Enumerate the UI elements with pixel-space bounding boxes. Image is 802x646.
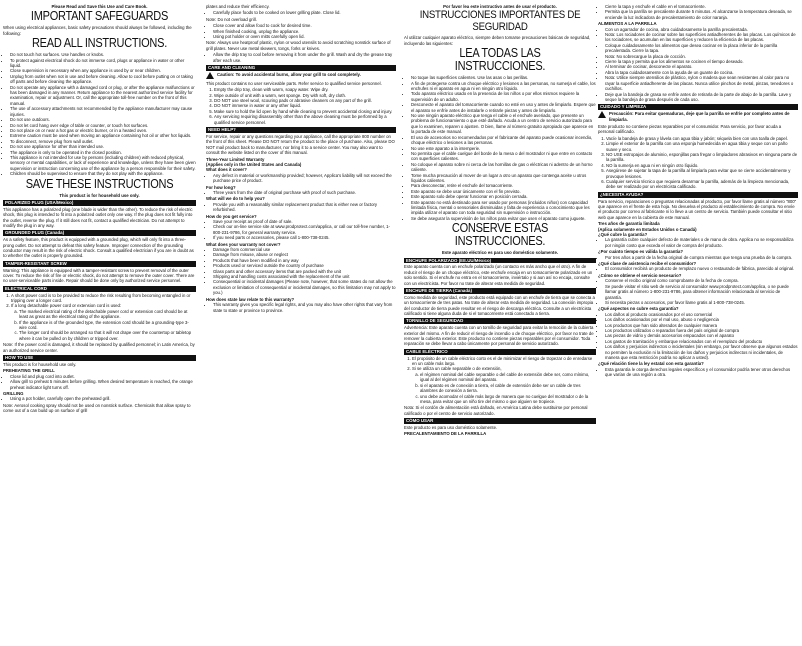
warranty-answer (206, 190, 396, 195)
list-item: • Los gastos de tramitación y embarque relacionados con el reemplazo del producto (605, 339, 798, 344)
warranty-answer (598, 255, 798, 260)
column-spanish-safety (404, 4, 596, 437)
cord-sublist (11, 309, 196, 341)
list-item: 6. Any servicing requiring disassembly other than the above cleaning must be performed by a qualified service personnel. (214, 114, 396, 125)
list-item: 3. DO NOT use steel wool, scouring pads or abrasive cleaners on any part of the grill. (214, 98, 396, 103)
list-item: • Carefully place foods to be cooked on lower grilling plate. Close lid. (213, 10, 396, 15)
note: Note: Always use heatproof plastic, nylon or wood utensils to avoid scratching nonstick surface of grill plates. Never use metal skewers, tongs, forks or knives. (206, 40, 391, 51)
spanish-grounded-heading: ENCHUFE DE TIERRA (Canadá) (404, 288, 596, 294)
list-item: • Close supervision is necessary when any appliance is used by or near children. (10, 68, 196, 73)
warranty-question: ¿Qué aspectos no cubre esta garantía? (598, 306, 679, 312)
polarized-plug-heading: POLARIZED PLUG (USA/Mexico) (3, 200, 196, 206)
list-item: 2. Si se utiliza un cable separable o de extensión, a. el régimen nominal del cable separable o del cable de extensión debe ser, como mínimo, igual al del régimen nominal del aparato. b. si el aparato es de conexión a tierra, el cable de extensión debe ser un cable de tres alambres de conexión a tierra. c. uno debe acomodar el cable más largo de manera que no cuelgue del mostrador o de la mesa, para evitar que un niño tire del mismo o que alguien se tropiece. (412, 366, 596, 404)
warranty-title: Three-Year Limited Warranty (206, 156, 265, 162)
preheat-list (3, 374, 196, 390)
list-item: • To protect against electrical shock do not immerse cord, plugs or appliance in water or other liquid. (10, 58, 196, 69)
list-item: • To disconnect, remove plug from wall outlet. (10, 139, 196, 144)
warranty-question: For how long? (206, 184, 236, 190)
list-item: • Check our on-line service site at www.prodprotect.com/applica, or call our toll-free number, 1-800-231-9786, for general warranty service. (213, 224, 396, 235)
list-item: 1. Empty the drip tray, clean with warm, soapy water. Wipe dry. (214, 87, 396, 92)
warranty-answer (206, 247, 396, 296)
screw-text: Warning: This appliance is equipped with a tamper-resistant screw to prevent removal of the outer cover. To reduce the risk of fire or electric shock, do not attempt to remove the outer cover. There are no user-serviceable parts inside. Repair should be done only by authorized service personnel. (3, 267, 195, 284)
continued-text: plates and reduce their efficiency. (206, 4, 270, 9)
column-spanish-care (598, 4, 798, 379)
list-item: 2. If a long detachable power cord or extension cord is used: a. The marked electrical rating of the detachable power cord or extension cord should be at least as great as the electrical rating of the appliance. b. If the appliance is of the grounded type, the extension cord should be a grounding-type 3-wire cord. c. The longer cord should be arranged so that it will not drape over the countertop or tabletop where it can be pulled on by children or tripped over. (11, 303, 196, 341)
warranty-answer (206, 202, 396, 213)
list-item: • Los daños ocasionados por el mal uso, abuso o negligencia (605, 317, 798, 322)
warranty-question: ¿Por cuánto tiempo es válida la garantía? (598, 249, 684, 255)
list-item: • Extreme caution must be used when moving an appliance containing hot oil or other hot liquids. (10, 133, 196, 138)
list-item: • Do not operate any appliance with a damaged cord or plug, or after the appliance malfunctions or has been damaged in any manner. Return appliance to the nearest authorized service facility for examination, repair or adjustment. Or, call the appropriate toll-free number on the front of this manual. (10, 85, 196, 107)
list-item: 6. Cualquier servicio técnico que requiera desarmar la parrilla, además de la limpieza mencionada, debe ser realizado por un electricista calificado. (606, 179, 798, 190)
list-item: • Do not use outdoors. (10, 117, 196, 122)
list-item: • Los daños al producto ocasionados por el uso comercial (605, 312, 798, 317)
column-english-care (206, 4, 396, 314)
cooking-list-2 (206, 23, 396, 39)
grilling-note: Note: Aerosol cooking spray should not be used on nonstick surface. Chemicals that allow spray to come out of a can build up on surface of grill (3, 402, 191, 414)
list-item: • Glass parts and other accessory items that are packed with the unit (213, 269, 396, 274)
spanish-care-steps (598, 136, 798, 190)
safeguards-intro: When using electrical appliances, basic safety precautions should always be followed, including the following: (3, 25, 192, 36)
list-item: • A fin de protegerse contra un choque eléctrico y lesiones a las personas, no sumerja el cable, los enchufes ni el aparato en agua ni en ningún otro líquido. (411, 81, 596, 92)
warranty-answer (598, 312, 798, 361)
list-item: 3. NO USE estropajos de aluminio, esponjillas para fregar o limpiadores abrasivos en ninguna parte de la parrilla. (606, 152, 798, 163)
list-item: • The use of accessory attachments not recommended by the appliance manufacturer may cause injuries. (10, 106, 196, 117)
grilling-heading: GRILLING (3, 390, 24, 396)
warranty-question: What does your warranty not cover? (206, 241, 281, 247)
list-item: • Tome mucha precaución al mover de un lugar a otro un aparato que contenga aceite u otros líquidos calientes. (411, 173, 596, 184)
list-item: • This appliance is not intended for use by persons (including children) with reduced physical, sensory or mental capabilities, or lack of experience and knowledge, unless they have been given supervision or instruction concerning use of the appliance by a person responsible for their safety. (10, 155, 196, 171)
list-item: • Provide you with a reasonably similar replacement product that is either new or factory refurbished. (213, 202, 396, 213)
cord-list (3, 293, 196, 342)
spanish-care-intro: Este producto no contiene piezas reparables por el consumidor. Para servicio, por favor acuda a personal calificado. (598, 123, 782, 135)
spanish-screw-heading: TORNILLO DE SEGURIDAD (404, 318, 596, 324)
list-item: • Desconecte el aparato del tomacorriente cuando no esté en uso y antes de limpiarlo. Espere que el aparato se enfríe antes de instalarle o retirarle piezas y antes de limpiarlo. (411, 102, 596, 113)
how-to-use-intro: This product is for household use only. (3, 361, 77, 367)
warranty-answer (598, 367, 798, 378)
how-to-use-heading: HOW TO USE (3, 355, 196, 361)
list-item: • Nota: Utilice siempre utensilios de plástico, nylon o madera que sean resistentes al calor para no rayar la superficie antiadherente de las placas. Nunca utilice pinchos de metal, pinzas, tenedores o cuchillos. (605, 75, 798, 91)
list-item: • Esta garantía le otorga derechos legales específicos y el consumidor podría tener otros derechos que varían de una región a otra. (605, 367, 798, 378)
spanish-use-heading: CÓMO USAR (404, 418, 596, 424)
household-notice: This product is for household use only. (59, 192, 140, 198)
list-item: • Shipping and handling costs associated with the replacement of the unit (213, 274, 396, 279)
cord-note: Note: If the power cord is damaged, it should be replaced by qualified personnel; in Latin America, by an authorized service center. (3, 342, 195, 353)
safety-list (3, 52, 196, 176)
list-item: • No use este aparato a la intemperie. (411, 146, 596, 151)
save-instructions-title: SAVE THESE INSTRUCTIONS (25, 176, 174, 191)
spanish-help-text: Para servicio, reparaciones o preguntas relacionadas al producto, por favor llame gratis al número "800" que aparece en el frente de esta hoja. No devuelva el producto al establecimiento de compra. No envíe el producto por correo al fabricante ni lo lleve a un centro de servicio. También puede consultar el sitio web que aparece en la cubierta de este manual. (598, 198, 797, 220)
care-steps (206, 87, 396, 125)
list-item: • Las piezas de vidrio y demás accesorios empacados con el aparato (605, 333, 798, 338)
list-item: • Using a pot holder, carefully open the preheated grill. (10, 396, 196, 401)
spanish-food-list (598, 27, 798, 103)
list-item: • The appliance is only to be operated in the closed position. (10, 150, 196, 155)
list-item: • Do not touch hot surfaces. Use handles or knobs. (10, 52, 196, 57)
spanish-intro: Al utilizar cualquier aparato eléctrico, siempre deben tomarse precauciones básicas de seguridad, incluyendo las siguientes: (404, 35, 591, 46)
list-item: • Save your receipt as proof of date of sale. (213, 219, 396, 224)
warranty-subtitle: (Applies only in the United States and Canada) (206, 161, 302, 167)
list-item: • Este aparato solo debe operar funcionar en posición cerrada. (411, 194, 596, 199)
list-item: • This warranty gives you specific legal rights, and you may also have other rights that vary from state to state or province to province. (213, 302, 396, 313)
list-item: 2. Wipe outside of unit with a warm, wet sponge. Dry with soft, dry cloth. (214, 93, 396, 98)
list-item: 2. Limpie el exterior de la parrilla con una esponja humedecida en agua tibia y seque con un paño suave y seco. (606, 141, 798, 152)
warranty-answer (206, 219, 396, 241)
spanish-safety-list (404, 75, 596, 221)
list-item: • Cierre la tapa y permita que los alimentos se cocinen el tiempo deseado. (605, 59, 798, 64)
spanish-care-heading: CUIDADO Y LIMPIEZA (598, 104, 798, 110)
spanish-caution-box (598, 111, 798, 122)
preheat-heading: PREHEATING THE GRILL (3, 368, 55, 374)
list-item: • Coloque cuidadosamente los alimentos que desea cocinar en la placa inferior de la parrilla precalentada. Cierre la tapa. (605, 43, 798, 54)
note: Note: Do not overload grill. (206, 16, 257, 22)
read-notice: Por favor lea este instructivo antes de usar el producto. (443, 4, 557, 9)
list-item: • If you need parts or accessories, please call 1-800-738-0245. (213, 235, 396, 240)
list-item: • Damage from misuse, abuse or neglect (213, 252, 396, 257)
list-item: • Children should be supervised to ensure that they do not play with the appliance. (10, 171, 196, 176)
list-item: b. If the appliance is of the grounded type, the extension cord should be a grounding-type 3-wire cord. (19, 320, 196, 331)
read-save-notice: Please Read and Save this Use and Care Book. (51, 4, 148, 9)
need-help-text: For service, repair or any questions regarding your appliance, call the appropriate 800 number on the front of this sheet. Please DO NOT return the product to the place of purchase. Also, please DO NOT mail product back to manufacturer, nor bring it to a service center. You may also want to consult the website listed on the cover of this manual. (206, 133, 395, 156)
list-item: • Using pot holder or oven mitts carefully open lid. (213, 34, 396, 39)
warranty-question: ¿Qué cubre la garantía? (598, 232, 648, 238)
list-item: • Abra la tapa cuidadosamente con la ayuda de un guante de cocina. (605, 70, 798, 75)
list-item: • El uso de accesorios no recomendados por el fabricante del aparato puede ocasionar incendio, choque eléctrico o lesiones a las personas. (411, 135, 596, 146)
domestic-notice: Este aparato eléctrico es para uso doméstico solamente. (441, 250, 559, 256)
list-item: • Do not place on or near a hot gas or electric burner, or in a heated oven. (10, 128, 196, 133)
conserve-title: CONSERVE ESTAS INSTRUCCIONES. (451, 221, 549, 249)
spanish-screw-text: Advertencia: Este aparato cuenta con un tornillo de seguridad para evitar la remoción de la cubierta exterior del mismo. A fin de reducir el riesgo de incendio o de choque eléctrico, por favor no trate de remover la cubierta exterior. Este producto no contiene piezas reparables por el consumidor. Toda reparación se debe llevar a cabo únicamente por personal de servicio autorizado. (404, 325, 594, 347)
warranty-answer (598, 278, 798, 305)
need-help-heading: NEED HELP? (206, 127, 396, 133)
list-item: a. el régimen nominal del cable separable o del cable de extensión debe ser, como mínimo, igual al del régimen nominal del aparato. (420, 372, 596, 383)
screw-heading: TAMPER-RESISTANT SCREW (3, 261, 196, 267)
warranty-question: What does it cover? (206, 167, 247, 173)
list-item: • No use ningún aparato eléctrico que tenga el cable o el enchufe averiado, que presente un problema de funcionamiento o que esté dañado. Acuda a un centro de servicio autorizado para que lo examinen, reparen o ajusten. O bien, llame al número gratuito apropiado que aparece en la portada de este manual. (411, 113, 596, 135)
spanish-polarized-text: Este aparato cuenta con un enchufe polarizado (un contacto es más ancho que el otro). A fin de reducir el riesgo de un choque eléctrico, este enchufe encaja en un tomacorriente polarizado en un solo sentido. Si el enchufe no entra en el tomacorriente, inviértalo y si aun así no encaja, consulte con un electricista. Por favor no trate de alterar esta medida de seguridad. (404, 264, 593, 286)
column-english-safety (3, 4, 196, 415)
cooling-list (206, 52, 396, 63)
list-item: • Este aparato se debe usar únicamente con el fin previsto. (411, 189, 596, 194)
list-item: c. uno debe acomodar el cable más largo de manera que no cuelgue del mostrador o de la mesa, para evitar que un niño tire del mismo o que alguien se tropiece. (420, 394, 596, 405)
spanish-read-all-title: LEA TODAS LAS INSTRUCCIONES. (454, 46, 546, 74)
list-item: • No coloque el aparato sobre ni cerca de las hornillas de gas o eléctricas ni adentro de un horno caliente. (411, 162, 596, 173)
list-item: • Cierre la tapa y enchufe el cable en el tomacorriente. (605, 4, 798, 9)
care-intro: This product contains no user serviceable parts. Refer service to qualified service personnel. (206, 80, 382, 86)
warranty-answer (598, 266, 798, 271)
list-item: • Conserve el recibo original como comprobante de la fecha de compra. (605, 278, 798, 283)
list-item: • Products that have been modified in any way (213, 258, 396, 263)
list-item: • When finished cooking, unplug the appliance. (213, 29, 396, 34)
warranty-question: ¿Qué clase de asistencia recibe el consumidor? (598, 261, 697, 267)
spanish-preheat-list (598, 4, 798, 20)
read-all-title: READ ALL INSTRUCTIONS. (32, 36, 167, 51)
grounded-plug-text: As a safety feature, this product is equipped with a grounded plug, which will only fit into a three-prong outlet. Do not attempt to defeat this safety feature. Improper connection of the grounding conductor may result in the risk of electric shock. Consult a qualified electrician if you are in doubt as to whether the outlet is properly grounded. (3, 237, 194, 259)
list-item: • No permita que el cable cuelgue del borde de la mesa o del mostrador ni que entre en contacto con superficies calientes. (411, 151, 596, 162)
spanish-help-heading: ¿NECESITA AYUDA? (598, 192, 798, 198)
list-item: • Do not let cord hang over edge of table or counter, or touch hot surfaces. (10, 123, 196, 128)
spanish-cord-note: Nota: Si el cordón de alimentación está dañado, en América Latina debe sustituirse por personal calificado o por el centro de servicio autorizado. (404, 405, 588, 416)
list-item: • Close lid and plug cord into outlet. (10, 374, 196, 379)
list-item: • Con un agarrador de cocina, abra cuidadosamente la parrilla precalentada. (605, 27, 798, 32)
spanish-cord-list (404, 356, 596, 405)
warning-icon (206, 72, 214, 79)
list-item: 4. NO la sumerja en agua ni en ningún otro líquido. (606, 163, 798, 168)
list-item: • Allow grill to preheat 5 minutes before grilling. When desired temperature is reached, the orange preheat indicator light turns off. (10, 379, 196, 390)
list-item: a. The marked electrical rating of the detachable power cord or extension cord should be at least as great as the electrical rating of the appliance. (19, 309, 196, 320)
grilling-list (3, 396, 196, 401)
warranty-answer (598, 237, 798, 248)
list-item: • Unplug from outlet when not in use and before cleaning. Allow to cool before putting on or taking off parts and before cleaning the appliance. (10, 74, 196, 85)
warranty-question: How does state law relate to this warranty? (206, 296, 295, 302)
spanish-warranty-title: Tres años de garantía limitada (598, 221, 660, 227)
list-item: • El consumidor recibirá un producto de remplazo nuevo o restaurado de fábrica, parecido al original. (605, 266, 798, 271)
list-item: b. si el aparato es de conexión a tierra, el cable de extensión debe ser un cable de tres alambres de conexión a tierra. (420, 383, 596, 394)
warranty-question: What will we do to help you? (206, 196, 265, 202)
warranty-answer (206, 173, 396, 184)
list-item: • Los daños y perjuicios indirectos o incidentales (sin embargo, por favor observe que algunos estados no permiten la exclusión ni la limitación de los daños y perjuicios indirectos ni incidentales, de manera que esta restricción podría no aplicar a usted). (605, 344, 798, 360)
warranty-question: ¿Qué relación tiene la ley estatal con esta garantía? (598, 361, 704, 367)
list-item: • Todo aparato eléctrico usado en la presencia de los niños o por ellos mismos requiere la supervisión de un adulto. (411, 91, 596, 102)
spanish-caution-text: Precaución: Para evitar quemaduras, deje que la parrilla se enfríe por completo antes de limpiarla. (609, 111, 790, 122)
spanish-food-heading: ALIMENTOS A LA PARRILLA (598, 21, 657, 27)
spanish-cord-heading: CABLE ELÉCTRICO (404, 349, 596, 355)
list-item: • Consequential or incidental damages (Please note, however, that some states do not allow the exclusion or limitation of consequential or incidental damages, so this limitation may not apply to you.) (213, 279, 396, 295)
list-item: • Deje que la bandeja de grasa se enfríe antes de retirarla de la parte de abajo de la parrilla. Lave y seque la bandeja de grasa después de cada uso. (605, 92, 798, 103)
cord-heading: ELECTRICAL CORD (3, 286, 196, 292)
list-item: • Any defect in material or workmanship provided; however, Applica's liability will not exceed the purchase price of product. (213, 173, 396, 184)
spanish-polarized-heading: ENCHUFE POLARIZADO (EE.UU/México) (404, 258, 596, 264)
list-item: • Por tres años a partir de la fecha original de compra mientras que tenga una prueba de la compra. (605, 255, 798, 260)
list-item: 5. Asegúrese de sujetar la tapa de la parrilla al limpiarla para evitar que se cierre accidentalmente y provoque lesiones. (606, 168, 798, 179)
list-item: • Do not use appliance for other than intended use. (10, 144, 196, 149)
list-item: • No toque las superficies calientes. Use las asas o las perillas. (411, 75, 596, 80)
care-heading: CARE AND CLEANING (206, 65, 396, 71)
spanish-grounded-text: Como medida de seguridad, este producto está equipado con un enchufe de tierra que se conecta a un tomacorriente de tres patas. No trate de alterar esta medida de seguridad. La conexión impropia del conductor de tierra puede resultar en el riesgo de descarga eléctrica. Consulte a un electricista calificado si tiene alguna duda de si el tomacorriente está conectado a tierra. (404, 294, 595, 317)
list-item: • Al terminar de cocinar, desconecte el aparato. (605, 64, 798, 69)
list-item: • Los productos que han sido alterados de cualquier manera (605, 323, 798, 328)
list-item: • Los productos utilizados o reparados fuera del país original de compra (605, 328, 798, 333)
spanish-preheat-heading: PRECALENTAMIENTO DE LA PARRILLA (404, 431, 487, 437)
caution-box (206, 72, 396, 79)
list-item: • Nota: No sobrecargue la placa de cocción. (605, 54, 798, 59)
spanish-warranty-subtitle: (Aplica solamente en Estados Unidos o Canadá) (598, 226, 697, 232)
safeguards-title: IMPORTANT SAFEGUARDS (30, 9, 169, 24)
grounded-plug-heading: GROUNDED PLUG (Canada) (3, 230, 196, 236)
warranty-answer (206, 302, 396, 313)
list-item: 4. DO NOT immerse in water or any other liquid. (214, 103, 396, 108)
list-item: • Se puede visitar el sitio web de servicio al consumidor www.prodprotect.com/applica, o se puede llamar gratis al número 1-800-231-9786, para obtener información relacionada al servicio de garantía. (605, 284, 798, 300)
list-item: • Damage from commercial use (213, 247, 396, 252)
list-item: • La garantía cubre cualquier defecto de materiales o de mano de obra. Applica no se responsabiliza por ningún costo que exceda el valor de compra del producto. (605, 237, 798, 248)
list-item: c. The longer cord should be arranged so that it will not drape over the countertop or tabletop where it can be pulled on by children or tripped over. (19, 330, 196, 341)
list-item: • Este aparato no está destinado para ser usado por personas (incluidos niños) con capacidad limitada física, mental o sensoriales disminuidas y falta de experiencia o conocimiento que les impida utilizar el aparato con toda seguridad sin supervisión o instrucción. (411, 200, 596, 216)
list-item: • Nota: Los rociadores de cocinar sobre las superficies antiadherentes de las placas. Los químicos de los rociadores, se acumulan en las superficies y reducen la eficiencia de las placas. (605, 32, 798, 43)
spanish-use-intro: Este producto es para uso doméstico solamente. (404, 424, 498, 430)
list-item: 5. Make sure to hold the lid open by hand while cleaning to prevent accidental closing and injury. (214, 109, 396, 114)
warranty-question: ¿Cómo se obtiene el servicio necesario? (598, 272, 682, 278)
list-item: • Para desconectar, retire el enchufe del tomacorriente. (411, 183, 596, 188)
list-item: • Products used or serviced outside the country of purchase (213, 263, 396, 268)
warranty-question: How do you get service? (206, 213, 257, 219)
list-item: 1. A short power cord is to be provided to reduce the risk resulting from becoming entangled in or tripping over a longer cord. (11, 293, 196, 304)
warning-icon (598, 111, 606, 118)
cooking-list (206, 10, 396, 15)
list-item: • Se debe asegurar la supervisión de los niños para evitar que usen el aparato como juguete. (411, 216, 596, 221)
list-item: • Allow the drip tray to cool before removing it from under the grill. Wash and dry the grease tray after each use. (213, 52, 396, 63)
polarized-plug-text: This appliance has a polarized plug (one blade is wider than the other). To reduce the risk of electric shock, this plug is intended to fit into a polarized outlet only one way. If the plug does not fit fully into the outlet, reverse the plug. If it still does not fit, contact a qualified electrician. Do not attempt to modify the plug in any way. (3, 206, 193, 228)
list-item: 1. El propósito de un cable eléctrico corto es el de minimizar el riesgo de tropezar o de enredarse en un cable más largo. (412, 356, 596, 367)
caution-text: Caution: To avoid accidental burns, allow your grill to cool completely. (217, 71, 361, 77)
spanish-safeguards-title: INSTRUCCIONES IMPORTANTES DE SEGURIDAD (419, 9, 581, 33)
list-item: • Close cover and allow food to cook for desired time. (213, 23, 396, 28)
spanish-cord-sublist (412, 372, 596, 404)
list-item: • Three years from the date of original purchase with proof of such purchase. (213, 190, 396, 195)
list-item: • Permita que la parrilla se precaliente durante 5 minutos. Al alcanzarse la temperatura deseada, se enciende la luz indicadora de precalentamiento de color naranja. (605, 9, 798, 20)
list-item: 1. Vacíe la bandeja de grasa y lávela con agua tibia y jabón; séquela bien con una toalla de papel. (606, 136, 798, 141)
list-item: • Si necesita piezas o accesorios, por favor llame gratis al 1-800-738-0245. (605, 300, 798, 305)
